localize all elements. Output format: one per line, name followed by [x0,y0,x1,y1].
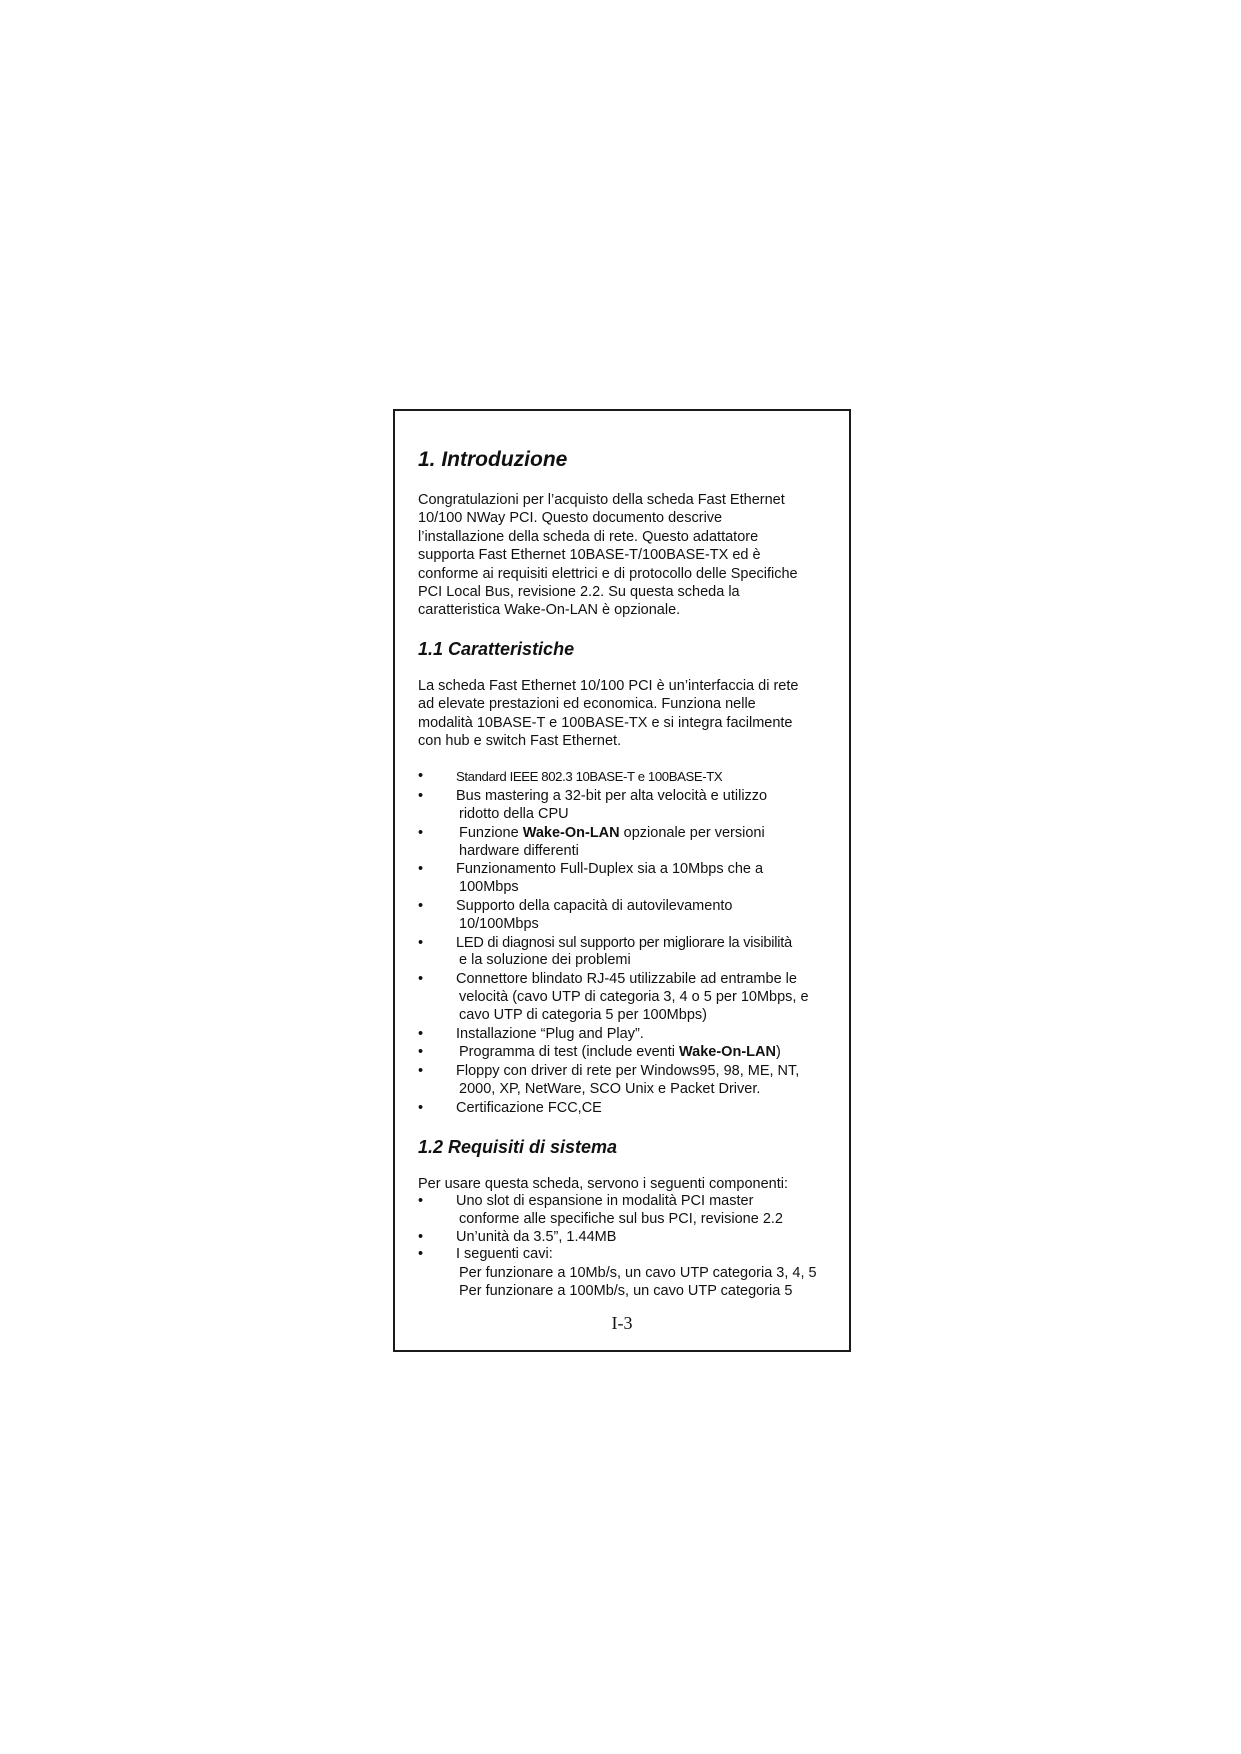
text-line: conforme ai requisiti elettrici e di protocollo delle Specifiche [418,565,798,582]
list-item [418,1193,838,1229]
text-line: modalità 10BASE-T e 100BASE-TX e si integra facilmente [418,714,793,731]
item-text-continued: ridotto della CPU [459,806,569,823]
item-text: Supporto della capacità di autovilevamento [456,898,733,915]
list-item [418,935,838,971]
bullet-icon: • [418,824,424,841]
item-text: Certificazione FCC,CE [456,1099,602,1116]
bullet-icon: • [418,1025,424,1042]
list-item [418,898,838,934]
text-line: PCI Local Bus, revisione 2.2. Su questa scheda la [418,584,740,601]
text-line: ad elevate prestazioni ed economica. Funziona nelle [418,696,756,713]
item-text-continued: 2000, XP, NetWare, SCO Unix e Packet Driver. [459,1081,761,1098]
text-line: con hub e switch Fast Ethernet. [418,733,622,750]
text-line: caratteristica Wake-On-LAN è opzionale. [418,602,681,619]
list-item [418,1229,838,1247]
item-text: Bus mastering a 32-bit per alta velocità e utilizzo [456,788,768,805]
list-item [418,1063,838,1099]
list-item [418,825,838,861]
intro-title: 1. Introduzione [418,448,568,471]
item-bold-text: Wake-On-LAN [522,824,620,841]
bullet-icon: • [418,971,424,988]
item-text: Programma di test (include eventi [459,1044,680,1061]
list-item [418,1044,838,1062]
bullet-icon: • [418,1193,424,1210]
bullet-icon: • [418,1099,424,1116]
page-number: I-3 [611,1313,633,1333]
item-text-continued: e la soluzione dei problemi [459,952,631,969]
item-text: Funzione [459,824,523,841]
item-text: Floppy con driver di rete per Windows95, 98, ME, NT, [456,1063,800,1080]
item-text: Funzionamento Full-Duplex sia a 10Mbps che a [456,861,764,878]
bullet-icon: • [418,861,424,878]
bullet-icon: • [418,934,424,951]
list-item [418,1100,838,1118]
item-text: I seguenti cavi: [456,1246,553,1263]
item-text: Installazione “Plug and Play”. [456,1025,644,1042]
item-text: Un’unità da 3.5”, 1.44MB [456,1228,617,1245]
requirements-title: 1.2 Requisiti di sistema [418,1136,618,1157]
features-title: 1.1 Caratteristiche [418,638,575,659]
item-text: Connettore blindato RJ-45 utilizzabile ad entrambe le [456,971,797,988]
bullet-icon: • [418,768,424,785]
item-text: Standard IEEE 802.3 10BASE-T e 100BASE-TX [456,769,723,785]
text-line: Congratulazioni per l’acquisto della scheda Fast Ethernet [418,492,785,508]
bullet-icon: • [418,788,424,805]
bullet-icon: • [418,1063,424,1080]
bullet-icon: • [418,1228,424,1245]
intro-paragraph [418,491,838,620]
text-line: 10/100 NWay PCI. Questo documento descrive [418,510,723,527]
text-line: l’installazione della scheda di rete. Questo adattatore [418,528,759,545]
list-item [418,768,838,787]
list-item [418,1026,838,1044]
cable-line: Per funzionare a 10Mb/s, un cavo UTP categoria 3, 4, 5 [459,1265,817,1282]
item-text: opzionale per versioni [619,824,765,841]
features-list [418,768,838,1117]
requirements-intro: Per usare questa scheda, servono i seguenti componenti: [418,1175,788,1192]
text-line: supporta Fast Ethernet 10BASE-T/100BASE-TX ed è [418,547,761,564]
item-text-continued: 100Mbps [459,879,519,896]
text-line: La scheda Fast Ethernet 10/100 PCI è un’interfaccia di rete [418,677,799,694]
bullet-icon: • [418,1044,424,1061]
item-text: LED di diagnosi sul supporto per migliorare la visibilità [456,934,792,951]
item-text-continued: velocità (cavo UTP di categoria 3, 4 o 5 per 10Mbps, e [459,989,809,1006]
bullet-icon: • [418,898,424,915]
list-item [418,788,838,824]
list-item [418,1246,838,1264]
list-item [418,971,838,1024]
page-content [418,447,838,1300]
requirements-list [418,1193,838,1264]
item-text-continued: hardware differenti [459,842,579,859]
item-text: ) [775,1044,781,1061]
bullet-icon: • [418,1246,424,1263]
cable-line: Per funzionare a 100Mb/s, un cavo UTP categoria 5 [459,1283,793,1300]
list-item [418,861,838,897]
page-frame [393,409,851,1352]
item-text-continued: conforme alle specifiche sul bus PCI, revisione 2.2 [459,1210,783,1227]
item-text-continued: 10/100Mbps [459,915,539,932]
item-text-continued: cavo UTP di categoria 5 per 100Mbps) [459,1006,707,1023]
item-text: Uno slot di espansione in modalità PCI master [456,1193,754,1210]
item-bold-text: Wake-On-LAN [679,1044,776,1061]
features-paragraph [418,677,838,751]
